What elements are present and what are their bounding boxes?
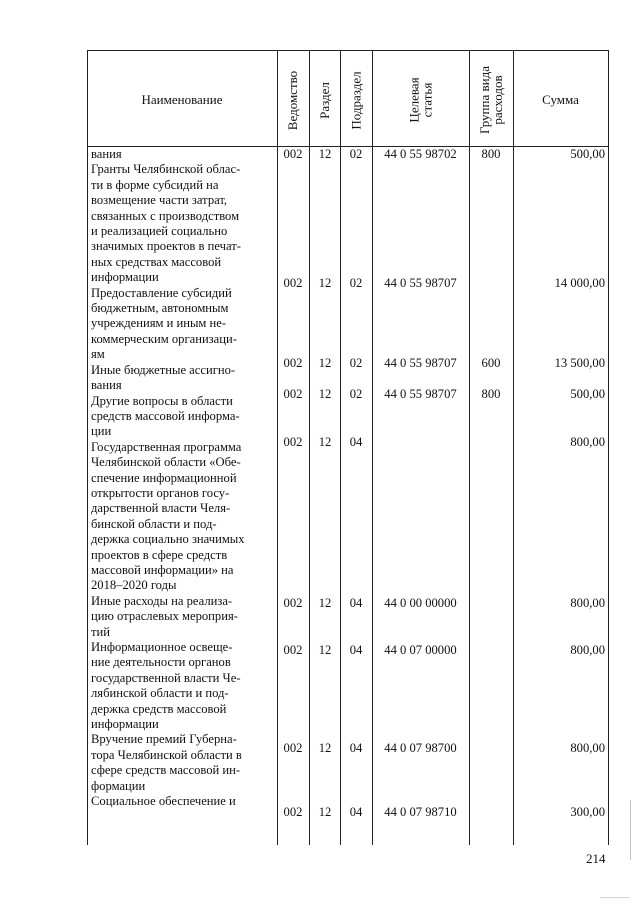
cell-sum: 800,00 [570,741,605,755]
scan-edge-mark [630,800,631,860]
cell-sum: 500,00 [570,147,605,161]
cell-target: 44 0 55 98707 [384,356,457,370]
cell-sum: 500,00 [570,387,605,401]
column-divider [340,50,341,845]
cell-razdel: 12 [318,643,332,657]
page-number: 214 [586,851,606,866]
cell-sum: 13 500,00 [554,356,605,370]
header-name-label: Наименование [141,92,223,107]
cell-razdel: 12 [318,805,332,819]
cell-group: 800 [481,387,501,401]
cell-vedomstvo: 002 [283,805,303,819]
cell-sum: 800,00 [570,643,605,657]
cell-podrazdel: 04 [349,435,363,449]
cell-podrazdel: 02 [349,276,363,290]
cell-target: 44 0 07 98710 [384,805,457,819]
cell-vedomstvo: 002 [283,741,303,755]
header-target-line: статья [419,82,435,118]
column-divider [87,50,88,845]
header-group-label [478,66,504,134]
cell-target: 44 0 07 98700 [384,741,457,755]
names-column-text: вания Гранты Челябинской облас- ти в форме субсидий на возмещение части затрат, связанных с производством и реализацией социально значимых проектов в печат- ных средствах массовой информации Предоставление субсидий бюджетным, автономным учреждениям и иным не- коммерческим организаци- ям Иные бюджетные ассигно- вания Другие вопросы в области средств массовой информа- ции Государственная программа Челябинской области «Обе- спечение информационной открытости органов госу- дарственной власти Челя- бинской области и под- держка социально значимых проектов в сфере средств массовой информации» на 2018–2020 годы Иные расходы на реализа- цию отраслевых мероприя- тий Информационное освеще- ние деятельности органов государственной власти Че- лябинской области и под- держка средств массовой информации Вручение премий Губерна- тора Челябинской области в сфере средств массовой ин- формации Социальное обеспечение и [91,147,245,809]
cell-sum: 800,00 [570,596,605,610]
cell-vedomstvo: 002 [283,387,303,401]
budget-table [87,50,609,845]
cell-vedomstvo: 002 [283,643,303,657]
cell-vedomstvo: 002 [283,435,303,449]
cell-group: 600 [481,356,501,370]
cell-razdel: 12 [318,387,332,401]
header-vedomstvo [277,50,309,150]
header-group [469,50,513,150]
header-sum [513,50,608,150]
header-sum-label: Сумма [542,92,579,107]
header-razdel [309,50,340,150]
cell-vedomstvo: 002 [283,596,303,610]
cell-razdel: 12 [318,356,332,370]
header-target-label [407,77,433,122]
header-podrazdel-label: Подраздел [348,70,364,130]
cell-razdel: 12 [318,435,332,449]
cell-podrazdel: 04 [349,741,363,755]
cell-podrazdel: 02 [349,147,363,161]
cell-razdel: 12 [318,276,332,290]
header-target [372,50,469,150]
column-divider [309,50,310,845]
cell-podrazdel: 04 [349,805,363,819]
cell-group: 800 [481,147,501,161]
cell-sum: 14 000,00 [554,276,605,290]
cell-vedomstvo: 002 [283,147,303,161]
cell-target: 44 0 55 98702 [384,147,457,161]
cell-target: 44 0 55 98707 [384,387,457,401]
header-name [87,50,277,150]
header-podrazdel [340,50,372,150]
cell-razdel: 12 [318,741,332,755]
column-divider [608,50,609,845]
cell-vedomstvo: 002 [283,276,303,290]
cell-podrazdel: 04 [349,596,363,610]
cell-target: 44 0 00 00000 [384,596,457,610]
header-vedomstvo-label: Ведомство [285,70,301,130]
column-divider [372,50,373,845]
cell-sum: 300,00 [570,805,605,819]
scan-edge-mark [600,897,630,898]
cell-podrazdel: 02 [349,356,363,370]
header-razdel-label: Раздел [317,81,332,119]
cell-podrazdel: 02 [349,387,363,401]
cell-vedomstvo: 002 [283,356,303,370]
cell-razdel: 12 [318,147,332,161]
header-target-line: Целевая [406,77,422,123]
header-group-line: расходов [490,75,506,125]
cell-target: 44 0 07 00000 [384,643,457,657]
cell-razdel: 12 [318,596,332,610]
column-divider [277,50,278,845]
cell-target: 44 0 55 98707 [384,276,457,290]
cell-podrazdel: 04 [349,643,363,657]
header-group-line: Группа вида [477,66,493,134]
column-divider [513,50,514,845]
column-divider [469,50,470,845]
cell-sum: 800,00 [570,435,605,449]
